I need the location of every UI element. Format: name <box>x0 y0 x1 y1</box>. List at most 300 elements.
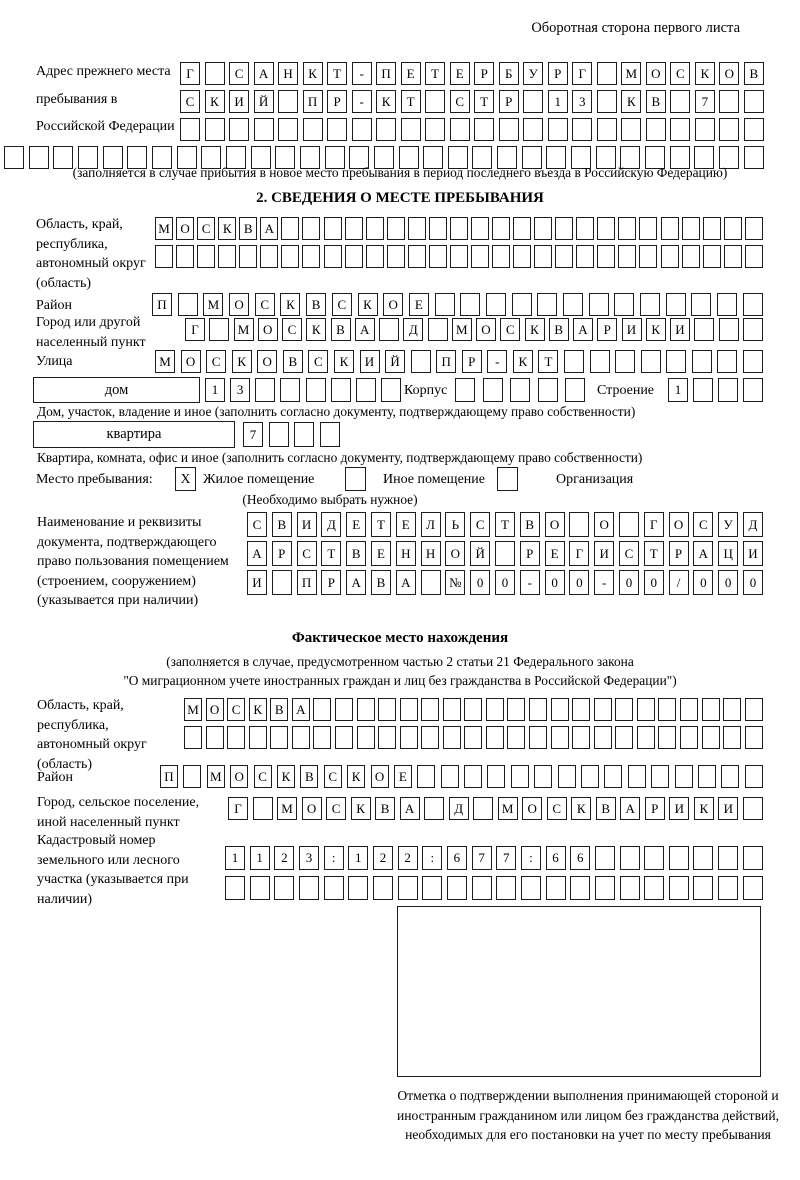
char-cell[interactable]: В <box>272 512 292 537</box>
char-cell[interactable] <box>357 726 375 749</box>
char-cell[interactable] <box>507 726 525 749</box>
char-cell[interactable]: А <box>396 570 416 595</box>
char-cell[interactable]: - <box>520 570 540 595</box>
char-cell[interactable]: О <box>206 698 224 721</box>
char-cell[interactable]: Г <box>644 512 664 537</box>
char-cell[interactable] <box>496 876 516 900</box>
char-cell[interactable]: Е <box>346 512 366 537</box>
char-cell[interactable] <box>373 876 393 900</box>
char-cell[interactable]: 7 <box>496 846 516 870</box>
char-cell[interactable] <box>387 245 405 268</box>
char-cell[interactable]: С <box>670 62 690 85</box>
char-cell[interactable] <box>294 422 314 447</box>
char-cell[interactable]: С <box>332 293 352 316</box>
char-cell[interactable] <box>345 217 363 240</box>
char-cell[interactable] <box>614 293 634 316</box>
char-cell[interactable] <box>455 378 475 402</box>
char-cell[interactable] <box>378 726 396 749</box>
char-cell[interactable] <box>723 698 741 721</box>
char-cell[interactable]: Л <box>421 512 441 537</box>
char-cell[interactable]: Т <box>371 512 391 537</box>
char-cell[interactable]: 1 <box>548 90 568 113</box>
char-cell[interactable]: - <box>594 570 614 595</box>
char-cell[interactable] <box>435 293 455 316</box>
char-cell[interactable] <box>381 378 401 402</box>
char-cell[interactable]: С <box>282 318 302 341</box>
char-cell[interactable] <box>639 217 657 240</box>
char-cell[interactable]: 2 <box>274 846 294 870</box>
char-cell[interactable] <box>492 245 510 268</box>
char-cell[interactable] <box>464 765 482 788</box>
char-cell[interactable]: О <box>230 765 248 788</box>
char-cell[interactable] <box>274 876 294 900</box>
char-cell[interactable] <box>450 217 468 240</box>
char-cell[interactable]: И <box>622 318 642 341</box>
char-cell[interactable] <box>719 318 739 341</box>
char-cell[interactable] <box>331 378 351 402</box>
char-cell[interactable] <box>473 797 493 820</box>
char-cell[interactable] <box>597 62 617 85</box>
char-cell[interactable] <box>628 765 646 788</box>
char-cell[interactable] <box>658 726 676 749</box>
char-cell[interactable]: - <box>352 62 372 85</box>
char-cell[interactable]: Е <box>409 293 429 316</box>
char-cell[interactable]: С <box>693 512 713 537</box>
char-cell[interactable]: Р <box>321 570 341 595</box>
char-cell[interactable] <box>743 350 763 373</box>
char-cell[interactable] <box>302 245 320 268</box>
char-cell[interactable]: С <box>197 217 215 240</box>
char-cell[interactable]: К <box>232 350 252 373</box>
char-cell[interactable] <box>675 765 693 788</box>
char-cell[interactable]: Й <box>385 350 405 373</box>
char-cell[interactable]: В <box>549 318 569 341</box>
char-cell[interactable]: А <box>247 541 267 566</box>
char-cell[interactable]: С <box>470 512 490 537</box>
char-cell[interactable]: - <box>352 90 372 113</box>
char-cell[interactable]: В <box>371 570 391 595</box>
char-cell[interactable]: С <box>255 293 275 316</box>
char-cell[interactable] <box>721 765 739 788</box>
char-cell[interactable]: 0 <box>569 570 589 595</box>
char-cell[interactable]: О <box>383 293 403 316</box>
char-cell[interactable] <box>595 846 615 870</box>
char-cell[interactable]: К <box>571 797 591 820</box>
char-cell[interactable]: 0 <box>743 570 763 595</box>
char-cell[interactable]: Т <box>644 541 664 566</box>
char-cell[interactable]: И <box>670 318 690 341</box>
char-cell[interactable] <box>564 350 584 373</box>
char-cell[interactable]: К <box>646 318 666 341</box>
char-cell[interactable]: Й <box>254 90 274 113</box>
char-cell[interactable] <box>743 797 763 820</box>
char-cell[interactable]: 3 <box>230 378 250 402</box>
char-cell[interactable]: С <box>227 698 245 721</box>
char-cell[interactable] <box>565 378 585 402</box>
char-cell[interactable] <box>511 765 529 788</box>
char-cell[interactable]: М <box>498 797 518 820</box>
char-cell[interactable] <box>512 293 532 316</box>
char-cell[interactable] <box>743 876 763 900</box>
char-cell[interactable] <box>260 245 278 268</box>
char-cell[interactable] <box>487 765 505 788</box>
checkbox-residential[interactable]: X <box>175 467 196 491</box>
char-cell[interactable] <box>641 350 661 373</box>
char-cell[interactable]: М <box>234 318 254 341</box>
char-cell[interactable] <box>441 765 459 788</box>
char-cell[interactable] <box>278 118 298 141</box>
char-cell[interactable]: К <box>334 350 354 373</box>
char-cell[interactable]: М <box>207 765 225 788</box>
char-cell[interactable] <box>348 876 368 900</box>
char-cell[interactable] <box>546 876 566 900</box>
char-cell[interactable] <box>218 245 236 268</box>
char-cell[interactable] <box>619 512 639 537</box>
char-cell[interactable] <box>745 698 763 721</box>
char-cell[interactable] <box>595 876 615 900</box>
char-cell[interactable] <box>464 726 482 749</box>
char-cell[interactable] <box>281 217 299 240</box>
char-cell[interactable]: Р <box>597 318 617 341</box>
char-cell[interactable]: А <box>260 217 278 240</box>
char-cell[interactable]: К <box>306 318 326 341</box>
char-cell[interactable]: О <box>371 765 389 788</box>
char-cell[interactable] <box>743 378 763 402</box>
char-cell[interactable] <box>534 245 552 268</box>
char-cell[interactable] <box>376 118 396 141</box>
char-cell[interactable] <box>313 726 331 749</box>
char-cell[interactable] <box>666 293 686 316</box>
char-cell[interactable]: В <box>596 797 616 820</box>
char-cell[interactable] <box>180 118 200 141</box>
char-cell[interactable]: О <box>445 541 465 566</box>
char-cell[interactable]: П <box>376 62 396 85</box>
char-cell[interactable] <box>558 765 576 788</box>
char-cell[interactable] <box>357 698 375 721</box>
char-cell[interactable]: А <box>346 570 366 595</box>
char-cell[interactable]: П <box>152 293 172 316</box>
char-cell[interactable]: В <box>283 350 303 373</box>
char-cell[interactable] <box>278 90 298 113</box>
char-cell[interactable]: С <box>326 797 346 820</box>
char-cell[interactable]: В <box>744 62 764 85</box>
char-cell[interactable]: Г <box>180 62 200 85</box>
char-cell[interactable]: Р <box>327 90 347 113</box>
char-cell[interactable]: К <box>347 765 365 788</box>
char-cell[interactable]: С <box>547 797 567 820</box>
char-cell[interactable]: К <box>525 318 545 341</box>
char-cell[interactable]: 6 <box>570 846 590 870</box>
char-cell[interactable]: : <box>422 846 442 870</box>
char-cell[interactable]: 0 <box>470 570 490 595</box>
char-cell[interactable]: Т <box>495 512 515 537</box>
char-cell[interactable]: К <box>277 765 295 788</box>
char-cell[interactable]: И <box>297 512 317 537</box>
char-cell[interactable]: О <box>258 318 278 341</box>
char-cell[interactable] <box>680 698 698 721</box>
char-cell[interactable]: 6 <box>546 846 566 870</box>
char-cell[interactable]: Г <box>228 797 248 820</box>
char-cell[interactable] <box>400 698 418 721</box>
char-cell[interactable]: К <box>218 217 236 240</box>
char-cell[interactable]: Т <box>321 541 341 566</box>
char-cell[interactable] <box>723 726 741 749</box>
char-cell[interactable] <box>417 765 435 788</box>
char-cell[interactable]: В <box>300 765 318 788</box>
char-cell[interactable]: Т <box>425 62 445 85</box>
char-cell[interactable] <box>486 698 504 721</box>
char-cell[interactable] <box>205 62 225 85</box>
char-cell[interactable] <box>589 293 609 316</box>
char-cell[interactable]: И <box>594 541 614 566</box>
char-cell[interactable] <box>745 726 763 749</box>
char-cell[interactable] <box>225 876 245 900</box>
char-cell[interactable] <box>529 698 547 721</box>
char-cell[interactable]: 0 <box>693 570 713 595</box>
char-cell[interactable]: Т <box>474 90 494 113</box>
char-cell[interactable] <box>724 217 742 240</box>
char-cell[interactable] <box>474 118 494 141</box>
char-cell[interactable] <box>523 118 543 141</box>
char-cell[interactable] <box>269 422 289 447</box>
char-cell[interactable] <box>743 293 763 316</box>
char-cell[interactable] <box>639 245 657 268</box>
char-cell[interactable]: О <box>545 512 565 537</box>
char-cell[interactable]: Р <box>520 541 540 566</box>
char-cell[interactable]: 3 <box>572 90 592 113</box>
char-cell[interactable] <box>184 726 202 749</box>
char-cell[interactable] <box>718 378 738 402</box>
char-cell[interactable] <box>499 118 519 141</box>
char-cell[interactable] <box>510 378 530 402</box>
char-cell[interactable] <box>408 245 426 268</box>
char-cell[interactable] <box>670 90 690 113</box>
char-cell[interactable]: В <box>520 512 540 537</box>
char-cell[interactable]: Н <box>278 62 298 85</box>
char-cell[interactable]: 6 <box>447 846 467 870</box>
char-cell[interactable]: 1 <box>205 378 225 402</box>
char-cell[interactable]: Д <box>743 512 763 537</box>
char-cell[interactable]: Е <box>371 541 391 566</box>
char-cell[interactable] <box>551 726 569 749</box>
char-cell[interactable] <box>197 245 215 268</box>
char-cell[interactable]: Е <box>401 62 421 85</box>
char-cell[interactable]: К <box>694 797 714 820</box>
char-cell[interactable] <box>250 876 270 900</box>
char-cell[interactable] <box>682 245 700 268</box>
char-cell[interactable]: 3 <box>299 846 319 870</box>
char-cell[interactable] <box>693 846 713 870</box>
char-cell[interactable]: У <box>718 512 738 537</box>
char-cell[interactable]: 0 <box>644 570 664 595</box>
char-cell[interactable]: А <box>292 698 310 721</box>
char-cell[interactable] <box>661 245 679 268</box>
char-cell[interactable] <box>658 698 676 721</box>
char-cell[interactable] <box>666 350 686 373</box>
char-cell[interactable]: / <box>669 570 689 595</box>
char-cell[interactable] <box>572 698 590 721</box>
char-cell[interactable]: И <box>718 797 738 820</box>
char-cell[interactable]: 0 <box>718 570 738 595</box>
char-cell[interactable]: Е <box>394 765 412 788</box>
char-cell[interactable] <box>205 118 225 141</box>
char-cell[interactable] <box>694 318 714 341</box>
char-cell[interactable] <box>253 797 273 820</box>
char-cell[interactable]: О <box>719 62 739 85</box>
char-cell[interactable] <box>447 876 467 900</box>
char-cell[interactable]: В <box>346 541 366 566</box>
char-cell[interactable] <box>620 846 640 870</box>
char-cell[interactable] <box>719 90 739 113</box>
char-cell[interactable] <box>581 765 599 788</box>
char-cell[interactable] <box>594 726 612 749</box>
char-cell[interactable]: 0 <box>495 570 515 595</box>
char-cell[interactable]: 1 <box>225 846 245 870</box>
char-cell[interactable] <box>572 726 590 749</box>
char-cell[interactable]: О <box>522 797 542 820</box>
char-cell[interactable] <box>324 217 342 240</box>
char-cell[interactable] <box>513 245 531 268</box>
char-cell[interactable] <box>534 765 552 788</box>
char-cell[interactable]: Д <box>449 797 469 820</box>
char-cell[interactable]: Р <box>474 62 494 85</box>
char-cell[interactable] <box>398 876 418 900</box>
char-cell[interactable] <box>206 726 224 749</box>
char-cell[interactable]: И <box>229 90 249 113</box>
char-cell[interactable] <box>281 245 299 268</box>
char-cell[interactable]: А <box>400 797 420 820</box>
char-cell[interactable]: Р <box>645 797 665 820</box>
char-cell[interactable] <box>745 245 763 268</box>
char-cell[interactable] <box>280 378 300 402</box>
char-cell[interactable]: Й <box>470 541 490 566</box>
char-cell[interactable] <box>523 90 543 113</box>
char-cell[interactable]: В <box>239 217 257 240</box>
char-cell[interactable] <box>551 698 569 721</box>
char-cell[interactable]: К <box>303 62 323 85</box>
char-cell[interactable]: К <box>621 90 641 113</box>
char-cell[interactable]: М <box>277 797 297 820</box>
char-cell[interactable] <box>604 765 622 788</box>
char-cell[interactable]: С <box>324 765 342 788</box>
char-cell[interactable] <box>521 876 541 900</box>
char-cell[interactable]: 2 <box>373 846 393 870</box>
char-cell[interactable] <box>313 698 331 721</box>
char-cell[interactable]: У <box>523 62 543 85</box>
char-cell[interactable] <box>272 570 292 595</box>
char-cell[interactable]: Ь <box>445 512 465 537</box>
checkbox-organization[interactable] <box>497 467 518 491</box>
char-cell[interactable]: Е <box>545 541 565 566</box>
char-cell[interactable] <box>345 245 363 268</box>
char-cell[interactable] <box>387 217 405 240</box>
char-cell[interactable]: С <box>229 62 249 85</box>
char-cell[interactable] <box>421 698 439 721</box>
char-cell[interactable] <box>698 765 716 788</box>
char-cell[interactable] <box>401 118 421 141</box>
char-cell[interactable] <box>670 118 690 141</box>
char-cell[interactable]: Р <box>462 350 482 373</box>
char-cell[interactable]: Р <box>669 541 689 566</box>
char-cell[interactable]: Е <box>450 62 470 85</box>
char-cell[interactable]: А <box>355 318 375 341</box>
char-cell[interactable] <box>719 118 739 141</box>
char-cell[interactable]: 1 <box>668 378 688 402</box>
char-cell[interactable] <box>534 217 552 240</box>
char-cell[interactable]: Т <box>327 62 347 85</box>
char-cell[interactable] <box>464 698 482 721</box>
char-cell[interactable] <box>640 293 660 316</box>
char-cell[interactable] <box>421 726 439 749</box>
char-cell[interactable] <box>597 118 617 141</box>
char-cell[interactable] <box>529 726 547 749</box>
char-cell[interactable] <box>366 217 384 240</box>
char-cell[interactable]: 0 <box>545 570 565 595</box>
char-cell[interactable] <box>615 726 633 749</box>
char-cell[interactable] <box>443 698 461 721</box>
char-cell[interactable]: С <box>619 541 639 566</box>
char-cell[interactable]: М <box>203 293 223 316</box>
char-cell[interactable] <box>637 726 655 749</box>
char-cell[interactable] <box>306 378 326 402</box>
char-cell[interactable] <box>335 698 353 721</box>
char-cell[interactable]: С <box>254 765 272 788</box>
char-cell[interactable] <box>209 318 229 341</box>
char-cell[interactable] <box>270 726 288 749</box>
char-cell[interactable] <box>492 217 510 240</box>
char-cell[interactable]: К <box>376 90 396 113</box>
char-cell[interactable] <box>239 245 257 268</box>
char-cell[interactable] <box>538 378 558 402</box>
char-cell[interactable] <box>483 378 503 402</box>
char-cell[interactable] <box>692 350 712 373</box>
char-cell[interactable] <box>669 876 689 900</box>
char-cell[interactable] <box>576 245 594 268</box>
char-cell[interactable] <box>292 726 310 749</box>
char-cell[interactable]: В <box>646 90 666 113</box>
char-cell[interactable]: Ц <box>718 541 738 566</box>
char-cell[interactable] <box>563 293 583 316</box>
char-cell[interactable]: - <box>487 350 507 373</box>
char-cell[interactable] <box>408 217 426 240</box>
char-cell[interactable]: А <box>573 318 593 341</box>
char-cell[interactable]: Р <box>499 90 519 113</box>
char-cell[interactable] <box>703 217 721 240</box>
char-cell[interactable] <box>743 318 763 341</box>
char-cell[interactable] <box>594 698 612 721</box>
char-cell[interactable] <box>555 217 573 240</box>
char-cell[interactable] <box>227 726 245 749</box>
char-cell[interactable] <box>507 698 525 721</box>
char-cell[interactable]: Б <box>499 62 519 85</box>
char-cell[interactable]: А <box>254 62 274 85</box>
char-cell[interactable] <box>254 118 274 141</box>
char-cell[interactable]: Д <box>321 512 341 537</box>
char-cell[interactable] <box>555 245 573 268</box>
char-cell[interactable] <box>682 217 700 240</box>
char-cell[interactable] <box>717 293 737 316</box>
char-cell[interactable]: О <box>476 318 496 341</box>
char-cell[interactable] <box>471 217 489 240</box>
char-cell[interactable]: К <box>280 293 300 316</box>
char-cell[interactable] <box>495 541 515 566</box>
char-cell[interactable] <box>661 217 679 240</box>
char-cell[interactable]: Г <box>572 62 592 85</box>
char-cell[interactable]: К <box>358 293 378 316</box>
char-cell[interactable]: К <box>249 698 267 721</box>
char-cell[interactable]: 0 <box>619 570 639 595</box>
char-cell[interactable] <box>155 245 173 268</box>
